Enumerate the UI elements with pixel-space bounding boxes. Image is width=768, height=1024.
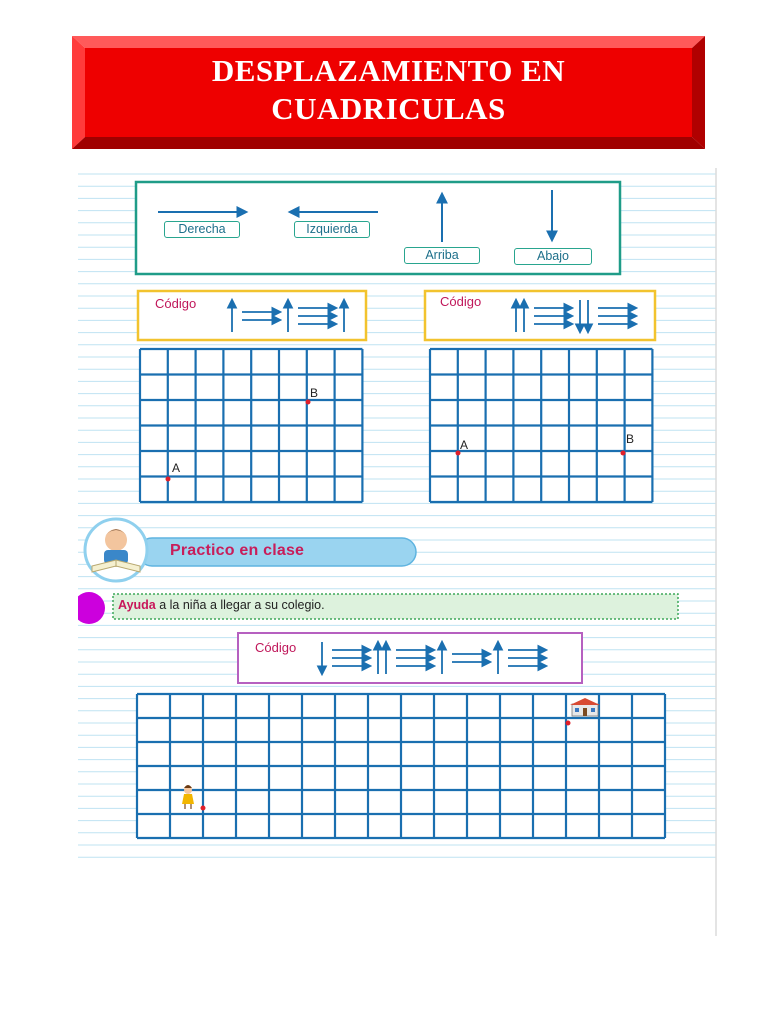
title-line-2: CUADRICULAS bbox=[271, 91, 506, 126]
grid-1 bbox=[140, 349, 362, 502]
label-right: Derecha bbox=[164, 221, 240, 238]
title-banner bbox=[72, 36, 705, 149]
title-line-1: DESPLAZAMIENTO EN bbox=[211, 53, 566, 88]
grid-2 bbox=[430, 349, 652, 502]
grid1-point-b-label: B bbox=[310, 386, 319, 400]
help-bold: Ayuda bbox=[118, 598, 156, 612]
point-a-1 bbox=[166, 477, 171, 482]
girl-start-point bbox=[201, 806, 206, 811]
worksheet bbox=[78, 168, 718, 936]
help-text: a la niña a llegar a su colegio. bbox=[155, 598, 325, 612]
practice-title: Practico en clase bbox=[170, 542, 305, 559]
grid2-point-a-label: A bbox=[460, 438, 469, 452]
grid2-point-b-label: B bbox=[626, 432, 635, 446]
point-b-1 bbox=[306, 400, 311, 405]
school-point bbox=[566, 721, 571, 726]
code-label-3: Código bbox=[255, 640, 297, 655]
help-instruction bbox=[118, 598, 325, 612]
point-b-2 bbox=[621, 451, 626, 456]
page-title bbox=[72, 52, 705, 128]
purple-dot-icon bbox=[78, 592, 105, 624]
grid1-point-a-label: A bbox=[172, 461, 181, 475]
label-up: Arriba bbox=[404, 247, 480, 264]
code-label-2: Código bbox=[440, 294, 482, 309]
code-label-1: Código bbox=[155, 296, 197, 311]
boy-reading-icon bbox=[85, 519, 147, 581]
label-down: Abajo bbox=[514, 248, 592, 265]
label-left: Izquierda bbox=[294, 221, 370, 238]
